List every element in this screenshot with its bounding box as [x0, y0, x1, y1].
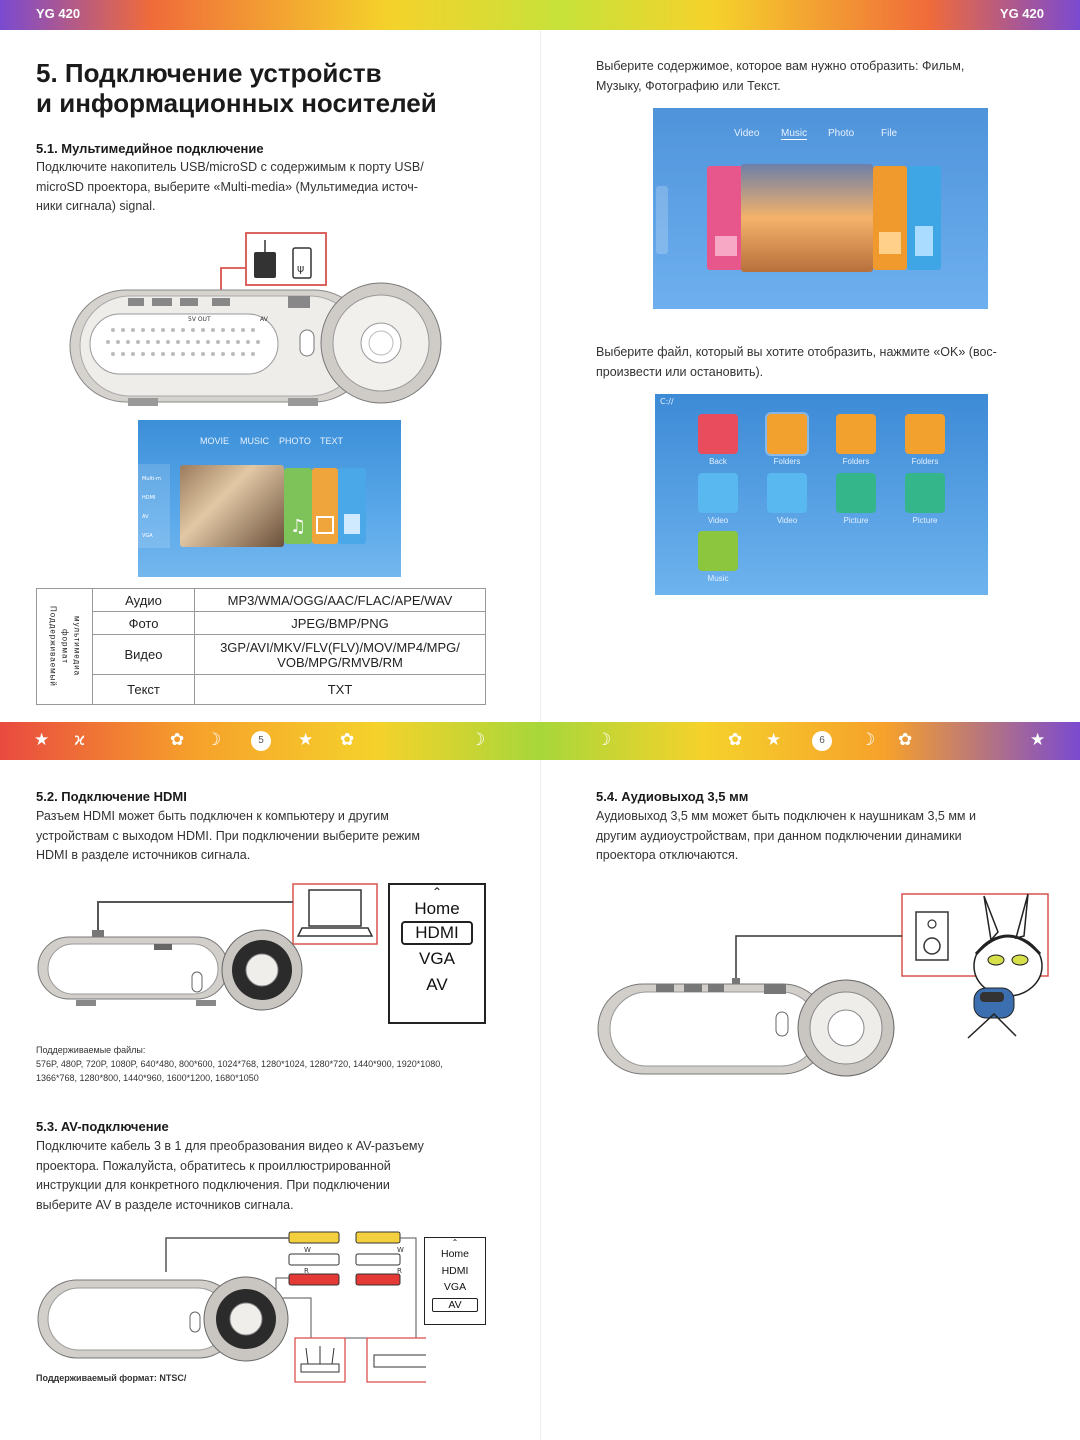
table-row-photo-type: Фото	[93, 612, 195, 635]
svg-text:R: R	[304, 1267, 309, 1275]
svg-text:AV: AV	[260, 316, 268, 323]
music-file-icon[interactable]	[698, 531, 738, 571]
rca-cable-right	[356, 1232, 400, 1285]
menu-hdmi[interactable]: HDMI	[441, 1265, 469, 1277]
video-file-icon[interactable]	[698, 473, 738, 513]
file-browser-screen	[655, 394, 988, 595]
page-number-left: 5	[251, 731, 271, 751]
picture-file-icon[interactable]	[836, 473, 876, 513]
source-av[interactable]: AV	[142, 514, 149, 520]
tab-music[interactable]: MUSIC	[240, 436, 269, 446]
paw-icon: ✿	[340, 730, 355, 750]
folder-label: Folders	[773, 457, 801, 466]
svg-text:W: W	[397, 1246, 404, 1254]
browser-path: C://	[660, 397, 674, 406]
side-controls	[656, 186, 668, 254]
menu-vga[interactable]: VGA	[419, 949, 455, 968]
projector-hdmi-illustration	[36, 882, 381, 1022]
subsection-5-1-title: 5.1. Мультимедийное подключение	[36, 141, 264, 156]
model-id-left: YG 420	[36, 6, 81, 21]
chevron-up-icon: ⌃	[431, 885, 443, 899]
rca-cable-left	[289, 1232, 339, 1285]
supported-av-format: Поддерживаемый формат: NTSC/	[36, 1373, 187, 1383]
picture-label: Picture	[843, 516, 869, 525]
tab-text[interactable]: TEXT	[320, 436, 344, 446]
av-source-menu	[424, 1237, 486, 1325]
table-side-label: Поддерживаемый формат мультимедиа	[37, 589, 93, 705]
tab-photo[interactable]: PHOTO	[279, 436, 311, 446]
menu-av-selected[interactable]: AV	[432, 1298, 478, 1312]
tab-music[interactable]: Music	[781, 128, 808, 139]
tab-video[interactable]: Video	[734, 128, 760, 139]
moon-icon: ☽	[860, 730, 876, 750]
file-select-text: Выберите файл, который вы хотите отобразить, нажмите «OK» (вос- произвести или остановить).	[596, 345, 997, 379]
media-tabs	[138, 436, 401, 448]
tab-file[interactable]: File	[881, 128, 898, 139]
supported-resolutions: Поддерживаемые файлы: 576P, 480P, 720P, 1080P, 640*480, 800*600, 1024*768, 1280*1024, 1280*720, 1440*900, 1920*1080, 1366*768, 1280*800, 1440*960, 1600*1200, 1680*1050	[36, 1045, 443, 1083]
content-tabs	[653, 128, 988, 142]
page-divider-bottom	[540, 760, 541, 1440]
microsd-icon	[254, 252, 276, 278]
projector-audio-illustration	[596, 888, 1052, 1084]
folder-label: Folders	[842, 457, 870, 466]
table-row-audio-formats: MP3/WMA/OGG/AAC/FLAC/APE/WAV	[195, 589, 486, 612]
moon-icon: ☽	[596, 730, 612, 750]
tab-movie[interactable]: MOVIE	[200, 436, 230, 446]
chevron-up-icon: ⌃	[451, 1238, 459, 1247]
photo-icon	[316, 516, 334, 534]
paw-icon: ✿	[170, 730, 185, 750]
middle-banner	[0, 722, 1080, 760]
projector-usb-illustration	[68, 230, 458, 410]
multimedia-screen	[138, 420, 401, 577]
subsection-5-2-text: Разъем HDMI может быть подключен к компьютеру и другим устройствам с выходом HDMI. При подключении выберите режим HDMI в разделе источников сигнала.	[36, 809, 420, 862]
music-label: Music	[707, 574, 729, 583]
photo-icon	[879, 232, 901, 254]
menu-home[interactable]: Home	[440, 1248, 469, 1260]
video-icon	[715, 236, 737, 256]
subsection-5-1-text: Подключите накопитель USB/microSD с содержимым к порту USB/ microSD проектора, выберите «Multi-media» (Мультимедиа источ- ники сигнала) signal.	[36, 160, 424, 213]
supported-formats-table	[36, 588, 486, 705]
svg-text:5V OUT: 5V OUT	[188, 316, 211, 323]
folder-icon[interactable]	[767, 414, 807, 454]
star-icon: ★	[1030, 730, 1046, 750]
music-note-icon: ♫	[290, 516, 307, 537]
laptop-icon	[309, 890, 361, 926]
moon-icon: ☽	[470, 730, 486, 750]
model-id-right: YG 420	[999, 6, 1044, 21]
source-hdmi[interactable]: HDMI	[142, 495, 156, 501]
folder-icon[interactable]	[836, 414, 876, 454]
hdmi-source-menu	[388, 883, 486, 1024]
music-thumbnail[interactable]	[741, 164, 873, 272]
table-row-text-formats: TXT	[195, 675, 486, 705]
content-select-text: Выберите содержимое, которое вам нужно отобразить: Фильм, Музыку, Фотографию или Текст.	[596, 59, 965, 93]
menu-av[interactable]: AV	[426, 975, 448, 994]
video-label: Video	[776, 516, 798, 525]
svg-text:W: W	[304, 1246, 311, 1254]
back-icon[interactable]	[698, 414, 738, 454]
video-label: Video	[707, 516, 729, 525]
picture-file-icon[interactable]	[905, 473, 945, 513]
table-row-audio-type: Аудио	[93, 589, 195, 612]
star-icon: ★	[766, 730, 782, 750]
back-label: Back	[709, 457, 727, 466]
menu-home[interactable]: Home	[414, 899, 460, 918]
table-row-video-type: Видео	[93, 635, 195, 675]
speaker-icon	[916, 912, 948, 960]
page-divider-top	[540, 30, 541, 722]
movie-thumbnail[interactable]	[180, 465, 284, 547]
dvd-callout-box	[367, 1338, 426, 1382]
table-row-text-type: Текст	[93, 675, 195, 705]
photo-tile[interactable]	[873, 166, 907, 270]
folder-label: Folders	[911, 457, 939, 466]
table-row-video-formats: 3GP/AVI/MKV/FLV(FLV)/MOV/MP4/MPG/ VOB/MPG/RMVB/RM	[195, 635, 486, 675]
projector-av-illustration	[36, 1228, 426, 1386]
source-sidebar	[138, 464, 170, 548]
paw-icon: ✿	[898, 730, 913, 750]
subsection-5-3-text: Подключите кабель 3 в 1 для преобразования видео к AV-разъему проектора. Пожалуйста, обратитесь к проиллюстрированной инструкции для конкретного подключения. При подключении выберите AV в разделе источников сигнала.	[36, 1139, 424, 1212]
content-type-screen	[653, 108, 988, 309]
subsection-5-2-title: 5.2. Подключение HDMI	[36, 789, 187, 804]
document-icon	[344, 514, 360, 534]
tab-photo[interactable]: Photo	[828, 128, 855, 139]
document-icon	[915, 226, 933, 256]
top-banner	[0, 0, 1080, 30]
video-file-icon[interactable]	[767, 473, 807, 513]
star-icon: ★	[34, 730, 50, 750]
paw-icon: ✿	[728, 730, 743, 750]
bunny-icon: ϰ	[74, 730, 86, 750]
menu-hdmi-selected[interactable]: HDMI	[401, 921, 473, 945]
table-row-photo-formats: JPEG/BMP/PNG	[195, 612, 486, 635]
svg-text:R: R	[397, 1267, 402, 1275]
source-vga[interactable]: VGA	[142, 533, 153, 539]
picture-label: Picture	[912, 516, 938, 525]
source-multimedia[interactable]: Multi-m	[142, 476, 161, 482]
menu-vga[interactable]: VGA	[443, 1281, 467, 1293]
subsection-5-4-text: Аудиовыход 3,5 мм может быть подключен к наушникам 3,5 мм и другим аудиоустройствам, при данном подключении динамики проектора отключаются.	[596, 809, 976, 862]
star-icon: ★	[298, 730, 314, 750]
svg-text:ψ: ψ	[297, 262, 305, 275]
moon-icon: ☽	[206, 730, 222, 750]
section-title: 5. Подключение устройств и информационных носителей	[36, 58, 437, 118]
page-number-right: 6	[812, 731, 832, 751]
subsection-5-4-title: 5.4. Аудиовыход 3,5 мм	[596, 789, 749, 804]
folder-icon[interactable]	[905, 414, 945, 454]
subsection-5-3-title: 5.3. AV-подключение	[36, 1119, 169, 1134]
